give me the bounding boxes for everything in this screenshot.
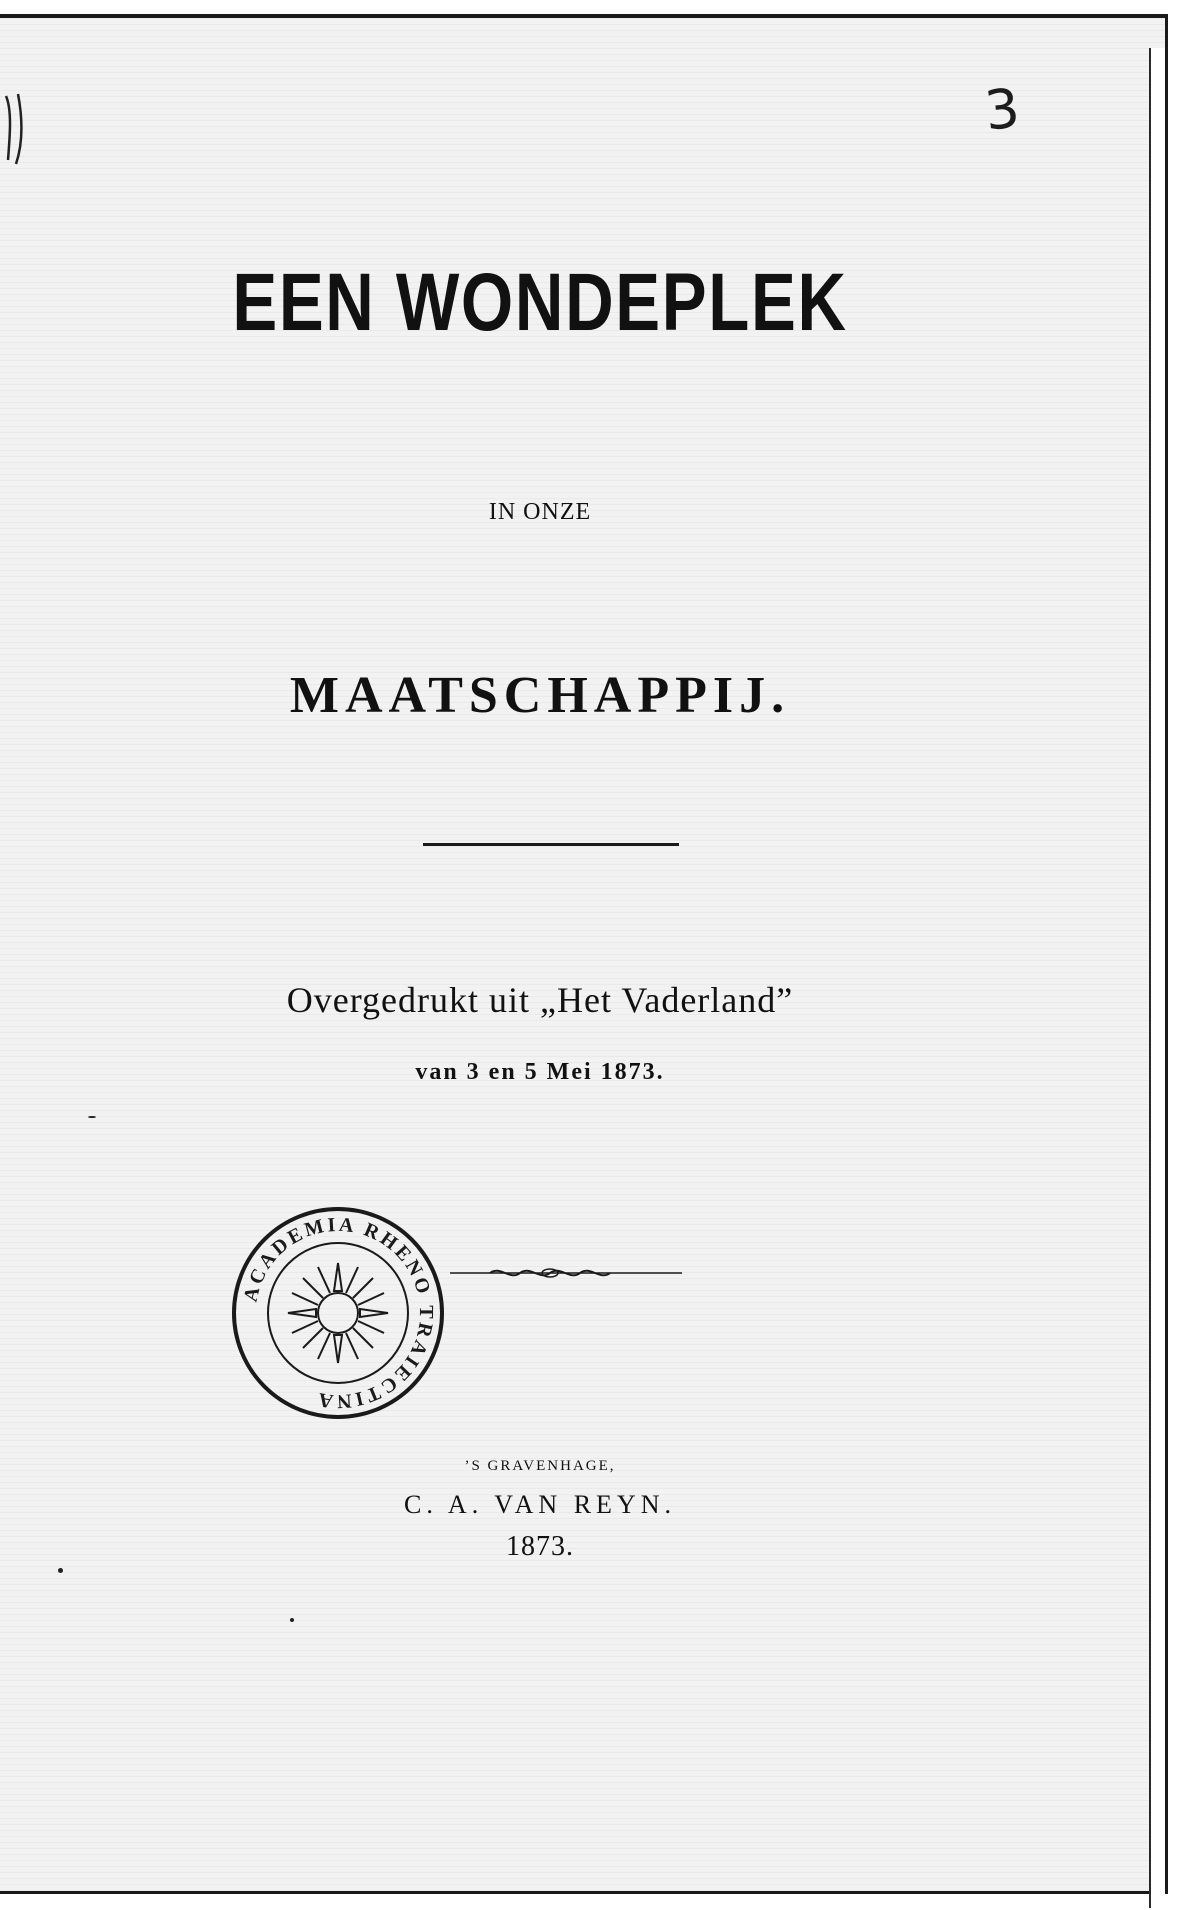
imprint-year: 1873. [506,1531,574,1562]
imprint-place: ’S GRAVENHAGE, [464,1458,616,1474]
subtitle-small: IN ONZE [488,499,592,525]
title-rule [423,843,679,846]
imprint-publisher: C. A. VAN REYN. [404,1490,676,1519]
margin-pencil-mark [2,90,28,170]
reprint-date: van 3 en 5 Mei 1873. [415,1059,665,1085]
library-stamp [228,1203,448,1423]
paper-speck [290,1618,294,1622]
subtitle-large: MAATSCHAPPIJ. [289,667,791,724]
page-title: EEN WONDEPLEK [232,257,848,348]
paper-speck [58,1568,63,1573]
paper-speck [88,1116,96,1118]
page-edge [1149,48,1165,1908]
pencil-page-number: 3 [981,76,1023,143]
sun-emblem-icon [288,1263,388,1363]
decorative-ornament [450,1263,682,1283]
reprint-source: Overgedrukt uit „Het Vaderland” [286,980,794,1020]
stamp-text: ACADEMIA RHENO TRAIECTINA [239,1213,438,1413]
